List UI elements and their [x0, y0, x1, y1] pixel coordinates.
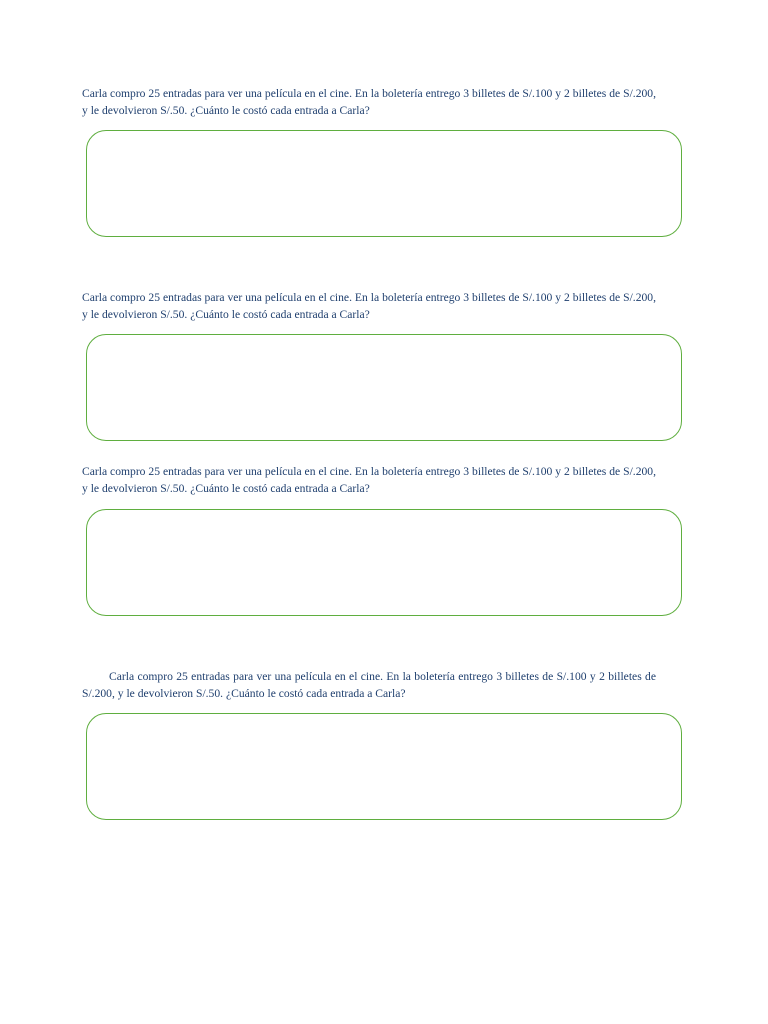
- problem-3-text: Carla compro 25 entradas para ver una película en el cine. En la boletería entrego 3 billetes de S/.100 y 2 billetes de S/.200, y le devolvieron S/.50. ¿Cuánto le costó cada entrada a Carla?: [82, 465, 656, 495]
- problem-2-text: Carla compro 25 entradas para ver una película en el cine. En la boletería entrego 3 billetes de S/.100 y 2 billetes de S/.200, y le devolvieron S/.50. ¿Cuánto le costó cada entrada a Carla?: [82, 291, 656, 321]
- problem-2-answer-box[interactable]: [86, 334, 682, 441]
- problem-4-answer-box[interactable]: [86, 713, 682, 820]
- problem-1-answer-box[interactable]: [86, 130, 682, 237]
- problem-1-text: Carla compro 25 entradas para ver una película en el cine. En la boletería entrego 3 billetes de S/.100 y 2 billetes de S/.200, y le devolvieron S/.50. ¿Cuánto le costó cada entrada a Carla?: [82, 87, 656, 117]
- problem-3-answer-box[interactable]: [86, 509, 682, 616]
- problem-4-text: Carla compro 25 entradas para ver una película en el cine. En la boletería entrego 3 billetes de S/.100 y 2 billetes de S/.200, y le devolvieron S/.50. ¿Cuánto le costó cada entrada a Carla?: [82, 670, 656, 700]
